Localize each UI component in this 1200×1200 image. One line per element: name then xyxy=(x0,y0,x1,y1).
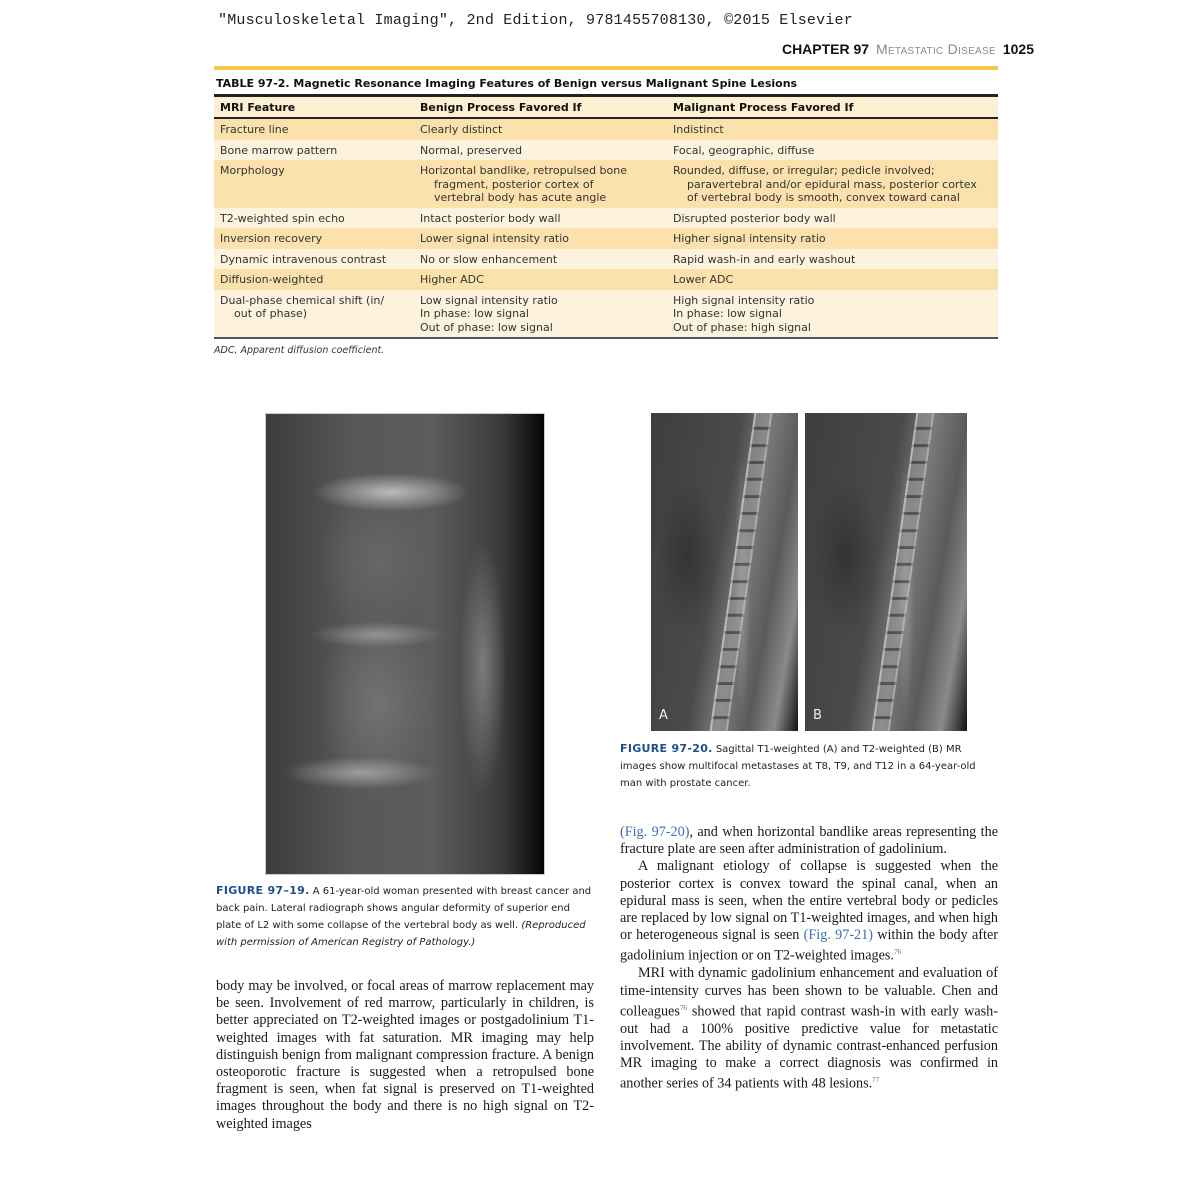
body-text-right-column xyxy=(620,824,998,1093)
table-row xyxy=(214,228,998,249)
cell-benign: Clearly distinct xyxy=(414,118,667,140)
paragraph: MRI with dynamic gadolinium enhancement and evaluation of time-intensity curves has been shown to be valuable. Chen and colleagues$^{76}$ showed that rapid contrast wash-in with early wash-out had a 100% positive predictive value for metastatic involvement. The ability of dynamic contrast-enhanced perfusion MR imaging to make a correct diagnosis was confirmed in another series of 34 patients with 48 lesions.$^{77}$ xyxy=(620,965,998,1093)
figure-reference-link[interactable]: (Fig. 97-20) xyxy=(620,824,690,840)
spine-illustration xyxy=(872,413,935,731)
figure-number: FIGURE 97–19. xyxy=(216,884,310,897)
spine-illustration xyxy=(709,413,772,731)
table-row xyxy=(214,140,998,161)
mri-features-table xyxy=(214,66,998,356)
panel-label-a: A xyxy=(659,708,668,723)
table-row xyxy=(214,118,998,140)
body-text-left-column xyxy=(216,978,594,1133)
cell-feature: Inversion recovery xyxy=(214,228,414,249)
col-header-malignant: Malignant Process Favored If xyxy=(667,97,998,118)
cell-benign: No or slow enhancement xyxy=(414,249,667,270)
figure-reference-link[interactable]: (Fig. 97-21) xyxy=(803,927,873,944)
cell-feature: Fracture line xyxy=(214,118,414,140)
cell-feature: Morphology xyxy=(214,160,414,208)
cell-feature: Dynamic intravenous contrast xyxy=(214,249,414,270)
table-row xyxy=(214,290,998,338)
cell-benign: Higher ADC xyxy=(414,269,667,290)
cell-malignant: Rapid wash-in and early washout xyxy=(667,249,998,270)
paragraph: A malignant etiology of collapse is suggested when the posterior cortex is convex toward the spinal canal, when an epidural mass is seen, when the entire vertebral body or pedicles are replaced by low signal on T1-weighted images, and when high or heterogeneous signal is seen (Fig. 97-21) within the body after gadolinium injection or on T2-weighted images.$^{76}$ xyxy=(620,858,998,965)
col-header-benign: Benign Process Favored If xyxy=(414,97,667,118)
cell-malignant: High signal intensity ratio In phase: low signal Out of phase: high signal xyxy=(667,290,998,338)
table-footnote: ADC, Apparent diffusion coefficient. xyxy=(214,345,385,356)
source-watermark: "Musculoskeletal Imaging", 2nd Edition, 9781455708130, ©2015 Elsevier xyxy=(218,12,853,29)
cell-malignant: Higher signal intensity ratio xyxy=(667,228,998,249)
cell-malignant: Focal, geographic, diffuse xyxy=(667,140,998,161)
caption-text: A 61-year-old woman presented with breast cancer and back pain. Lateral radiograph shows angular deformity of superior end plate of L2 with some collapse of the vertebral body as well. xyxy=(216,886,592,931)
caption-credit: (Reproduced with permission of American Registry of Pathology.) xyxy=(216,920,586,948)
cell-malignant: Rounded, diffuse, or irregular; pedicle involved; paravertebral and/or epidural mass, posterior cortex of vertebral body is smooth, convex toward canal xyxy=(667,160,998,208)
chapter-number: CHAPTER 97 xyxy=(781,41,870,57)
table-row xyxy=(214,269,998,290)
paragraph: body may be involved, or focal areas of marrow replacement may be seen. Involvement of red marrow, particularly in children, is better appreciated on T2-weighted images or postgadolinium T1-weighted images with fat saturation. MR imaging may help distinguish benign from malignant compression fracture. A benign osteoporotic fracture is suggested when a retropulsed bone fragment is seen, when fat signal is preserved on T1-weighted images throughout the body and there is no high signal on T2-weighted images xyxy=(216,978,594,1132)
cell-malignant: Indistinct xyxy=(667,118,998,140)
table-body xyxy=(214,97,998,337)
cell-feature: Bone marrow pattern xyxy=(214,140,414,161)
cell-feature: T2-weighted spin echo xyxy=(214,208,414,229)
chapter-title: Metastatic Disease xyxy=(875,41,996,57)
citation-ref[interactable]: 76 xyxy=(893,948,901,957)
citation-ref[interactable]: 76 xyxy=(679,1003,687,1012)
cell-benign: Low signal intensity ratio In phase: low signal Out of phase: low signal xyxy=(414,290,667,338)
figure-97-19-caption xyxy=(216,882,594,951)
paragraph: (Fig. 97-20), and when horizontal bandlike areas representing the fracture plate are seen after administration of gadolinium. xyxy=(620,824,998,858)
citation-ref[interactable]: 77 xyxy=(872,1076,880,1085)
cell-benign: Lower signal intensity ratio xyxy=(414,228,667,249)
figure-number: FIGURE 97-20. xyxy=(620,742,713,755)
panel-label-b: B xyxy=(813,708,822,723)
cell-feature: Dual-phase chemical shift (in/ out of phase) xyxy=(214,290,414,338)
table-row xyxy=(214,208,998,229)
table-row xyxy=(214,249,998,270)
cell-benign: Normal, preserved xyxy=(414,140,667,161)
figure-97-19-radiograph-image xyxy=(265,413,545,875)
caption-text: Sagittal T1-weighted (A) and T2-weighted (B) MR images show multifocal metastases at T8, T9, and T12 in a 64-year-old man with prostate cancer. xyxy=(620,744,976,789)
running-head xyxy=(782,41,1034,57)
table-header-row xyxy=(214,97,998,118)
page-number: 1025 xyxy=(1002,41,1034,57)
cell-benign: Intact posterior body wall xyxy=(414,208,667,229)
cell-feature: Diffusion-weighted xyxy=(214,269,414,290)
figure-97-20-panel-a-image xyxy=(651,413,798,731)
table-row xyxy=(214,160,998,208)
col-header-feature: MRI Feature xyxy=(214,97,414,118)
figure-97-20-caption xyxy=(620,740,998,792)
table-caption: TABLE 97-2. Magnetic Resonance Imaging Features of Benign versus Malignant Spine Lesions xyxy=(216,77,798,90)
cell-malignant: Lower ADC xyxy=(667,269,998,290)
figure-97-20-panel-b-image xyxy=(805,413,967,731)
cell-benign: Horizontal bandlike, retropulsed bone fragment, posterior cortex of vertebral body has acute angle xyxy=(414,160,667,208)
cell-malignant: Disrupted posterior body wall xyxy=(667,208,998,229)
